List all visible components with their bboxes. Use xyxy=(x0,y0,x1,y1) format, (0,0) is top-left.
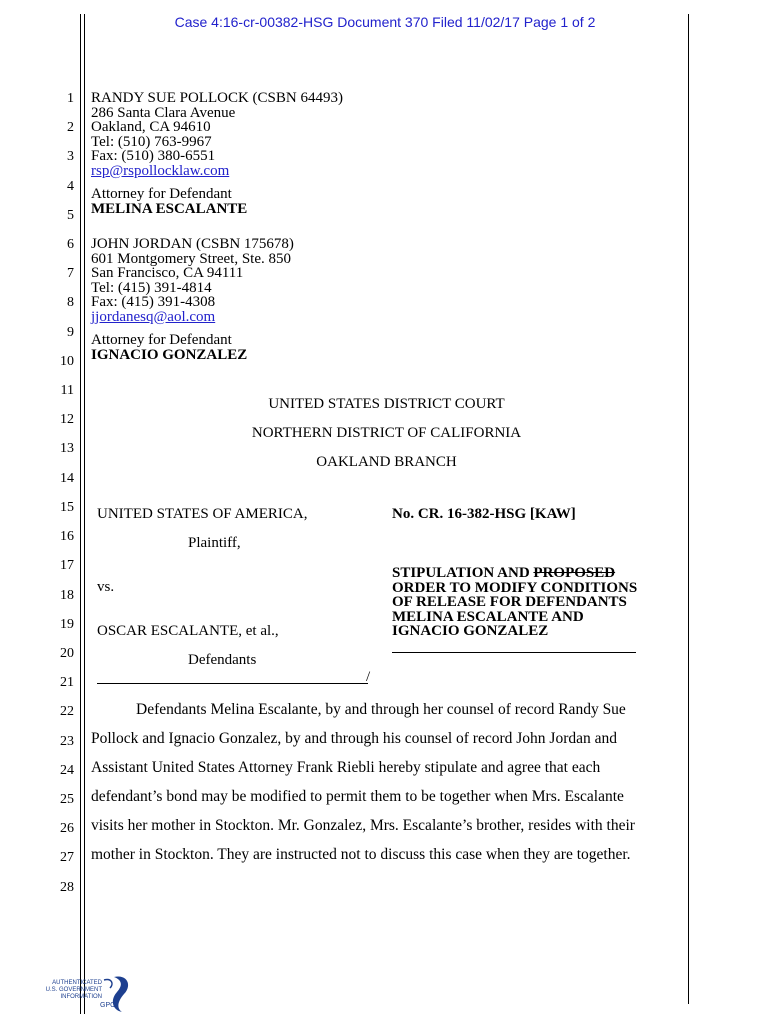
title-line: MELINA ESCALANTE AND xyxy=(392,608,584,625)
body-line: Assistant United States Attorney Frank Riebli hereby stipulate and agree that each xyxy=(91,759,601,776)
line-number: 16 xyxy=(60,529,74,544)
title-line: IGNACIO GONZALEZ xyxy=(392,623,549,639)
plaintiff-name: UNITED STATES OF AMERICA, xyxy=(97,506,308,522)
line-number: 9 xyxy=(67,325,74,340)
attorney-phone: Tel: (415) 391-4814 xyxy=(91,279,212,296)
attorney-address: 286 Santa Clara Avenue xyxy=(91,104,236,121)
line-number: 18 xyxy=(60,588,74,603)
seal-line-2: U.S. GOVERNMENT xyxy=(45,987,102,993)
attorney-city: San Francisco, CA 94111 xyxy=(91,265,244,281)
attorney-phone: Tel: (510) 763-9967 xyxy=(91,133,212,150)
line-number: 3 xyxy=(67,149,74,164)
attorney-address: 601 Montgomery Street, Ste. 850 xyxy=(91,250,291,267)
court-name: UNITED STATES DISTRICT COURT xyxy=(268,396,505,412)
line-number: 28 xyxy=(60,880,74,895)
title-line: ORDER TO MODIFY CONDITIONS xyxy=(392,579,638,596)
attorney-name: RANDY SUE POLLOCK (CSBN 64493) xyxy=(91,90,343,106)
line-number: 25 xyxy=(60,792,74,807)
caption-slash: / xyxy=(366,669,371,685)
body-line: mother in Stockton. They are instructed not to discuss this case when they are together. xyxy=(91,846,631,863)
plaintiff-label: Plaintiff, xyxy=(188,535,241,551)
document-title xyxy=(392,566,637,639)
attorney-role: Attorney for Defendant xyxy=(91,332,232,348)
line-number: 2 xyxy=(67,120,74,135)
body-line: defendant’s bond may be modified to permit them to be together when Mrs. Escalante xyxy=(91,788,624,805)
defendant-label: Defendants xyxy=(188,652,257,668)
body-line: visits her mother in Stockton. Mr. Gonzalez, Mrs. Escalante’s brother, resides with their xyxy=(91,817,635,834)
line-number: 12 xyxy=(60,412,74,427)
line-number: 11 xyxy=(60,383,74,398)
attorney-fax: Fax: (415) 391-4308 xyxy=(91,294,216,310)
title-prefix: STIPULATION AND xyxy=(392,565,534,581)
attorney-role: Attorney for Defendant xyxy=(91,186,232,202)
document-header: Case 4:16-cr-00382-HSG Document 370 Filed 11/02/17 Page 1 of 2 xyxy=(174,14,596,30)
attorney-fax: Fax: (510) 380-6551 xyxy=(91,148,216,164)
line-number: 22 xyxy=(60,704,74,719)
body-line: Pollock and Ignacio Gonzalez, by and through his counsel of record John Jordan and xyxy=(91,730,618,747)
versus-label: vs. xyxy=(97,579,115,595)
line-number: 26 xyxy=(60,821,74,836)
defendant-name: OSCAR ESCALANTE, et al., xyxy=(97,623,279,639)
attorney-email-link[interactable]: rsp@rspollocklaw.com xyxy=(91,162,230,179)
client-name: MELINA ESCALANTE xyxy=(91,200,248,217)
right-margin-rule xyxy=(688,14,689,1004)
client-name: IGNACIO GONZALEZ xyxy=(91,346,248,363)
line-number: 17 xyxy=(60,558,74,573)
line-number: 10 xyxy=(60,354,74,369)
seal-mark: GPO xyxy=(100,1002,116,1009)
left-margin-rule-inner xyxy=(84,14,85,1014)
caption-underline-right xyxy=(392,652,636,653)
case-number: No. CR. 16-382-HSG [KAW] xyxy=(392,506,576,522)
line-number: 24 xyxy=(60,763,74,778)
counsel-block-jordan xyxy=(91,237,294,362)
court-district: NORTHERN DISTRICT OF CALIFORNIA xyxy=(251,425,522,441)
line-number: 5 xyxy=(67,208,74,223)
line-number: 20 xyxy=(60,646,74,661)
line-number: 6 xyxy=(67,237,74,252)
body-line: Defendants Melina Escalante, by and through her counsel of record Randy Sue xyxy=(136,701,626,718)
counsel-block-pollock xyxy=(91,91,343,216)
line-number: 19 xyxy=(60,617,74,632)
court-branch: OAKLAND BRANCH xyxy=(316,454,457,470)
seal-line-3: INFORMATION xyxy=(60,994,102,1000)
line-number: 8 xyxy=(67,295,74,310)
attorney-email-link[interactable]: jjordanesq@aol.com xyxy=(91,308,216,325)
attorney-city: Oakland, CA 94610 xyxy=(91,119,211,135)
gpo-authentication-seal-icon xyxy=(40,972,140,1016)
seal-line-1: AUTHENTICATED xyxy=(52,980,102,986)
line-number: 23 xyxy=(60,734,74,749)
title-line: OF RELEASE FOR DEFENDANTS xyxy=(392,594,627,610)
attorney-name: JOHN JORDAN (CSBN 175678) xyxy=(91,236,294,252)
line-number: 4 xyxy=(67,179,74,194)
line-number: 15 xyxy=(60,500,74,515)
line-number: 14 xyxy=(60,471,74,486)
line-number: 1 xyxy=(67,91,74,106)
title-struck-word: PROPOSED xyxy=(533,565,616,581)
line-number: 13 xyxy=(60,441,74,456)
left-margin-rule-outer xyxy=(80,14,81,1014)
caption-underline-left xyxy=(97,683,368,684)
line-number: 7 xyxy=(67,266,74,281)
line-number: 21 xyxy=(60,675,74,690)
line-number: 27 xyxy=(60,850,74,865)
